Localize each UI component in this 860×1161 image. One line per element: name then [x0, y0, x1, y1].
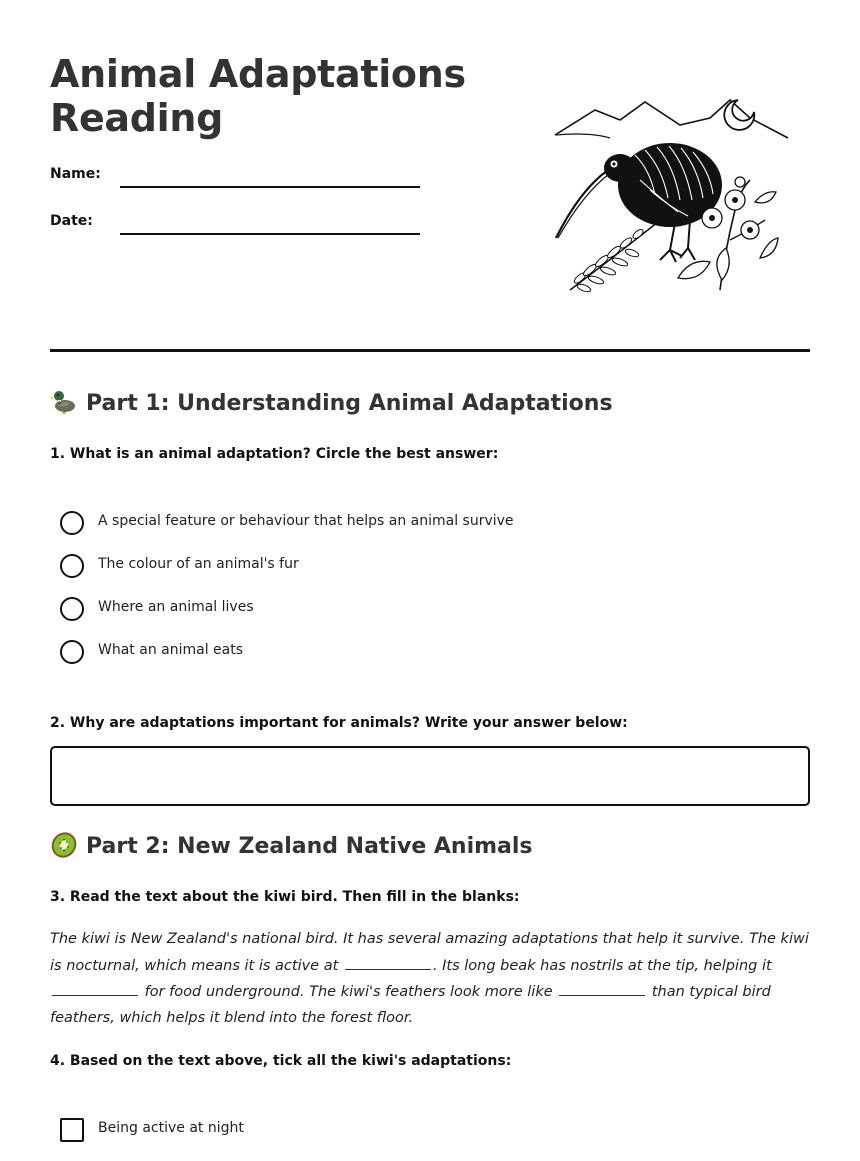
q1-option-label: Where an animal lives [98, 599, 254, 615]
radio-circle[interactable] [60, 597, 84, 621]
part-1-heading-text: Part 1: Understanding Animal Adaptations [86, 391, 613, 416]
worksheet-title [50, 52, 530, 140]
part-2-heading-text: Part 2: New Zealand Native Animals [86, 834, 533, 859]
question-1: 1. What is an animal adaptation? Circle the best answer: [50, 446, 499, 462]
worksheet-page [50, 0, 810, 1161]
q1-option-label: What an animal eats [98, 642, 244, 658]
title-line-2: Reading [50, 96, 224, 140]
radio-circle[interactable] [60, 554, 84, 578]
q1-option-4[interactable] [60, 640, 760, 666]
name-field-row [50, 164, 430, 188]
kiwi-passage [50, 927, 810, 1031]
title-line-1: Animal Adaptations [50, 52, 466, 96]
radio-circle[interactable] [60, 511, 84, 535]
q1-option-label: A special feature or behaviour that helps an animal survive [98, 513, 514, 529]
kiwi-bird-illustration [550, 90, 795, 300]
name-label: Name: [50, 166, 101, 182]
passage-sentence-2: . Its long beak has nostrils at the tip, helping it [432, 957, 772, 974]
q4-option-1[interactable] [60, 1118, 760, 1144]
date-label: Date: [50, 213, 93, 229]
radio-circle[interactable] [60, 640, 84, 664]
worksheet-header [50, 52, 810, 302]
q1-option-2[interactable] [60, 554, 760, 580]
q4-option-label: Being active at night [98, 1120, 244, 1136]
passage-sentence-3: for food underground. The kiwi's feathers look more like [144, 984, 553, 1000]
part-1-heading [50, 387, 810, 421]
section-divider [50, 349, 810, 352]
q1-option-label: The colour of an animal's fur [98, 556, 299, 572]
date-field-row [50, 211, 430, 235]
checkbox[interactable] [60, 1118, 84, 1142]
duck-icon [50, 388, 78, 416]
question-2: 2. Why are adaptations important for animals? Write your answer below: [50, 715, 628, 731]
q1-option-3[interactable] [60, 597, 760, 623]
fill-blank-1[interactable] [345, 953, 431, 970]
fill-blank-3[interactable] [559, 979, 645, 996]
question-3: 3. Read the text about the kiwi bird. Then fill in the blanks: [50, 889, 520, 905]
question-4: 4. Based on the text above, tick all the kiwi's adaptations: [50, 1053, 512, 1069]
part-2-heading [50, 830, 810, 864]
fill-blank-2[interactable] [52, 979, 138, 996]
date-field[interactable] [120, 233, 420, 235]
kiwi-fruit-icon [50, 831, 78, 859]
name-field[interactable] [120, 186, 420, 188]
q2-answer-box[interactable] [50, 746, 810, 806]
passage-sentence-4: than typical bird feathers, which helps it blend into the forest floor. [50, 984, 771, 1026]
passage-sentence-1: The kiwi is New Zealand's national bird. It has several amazing adaptations that help it survive. The kiwi is nocturnal, which means it is active at [50, 931, 809, 974]
q1-option-1[interactable] [60, 511, 760, 537]
